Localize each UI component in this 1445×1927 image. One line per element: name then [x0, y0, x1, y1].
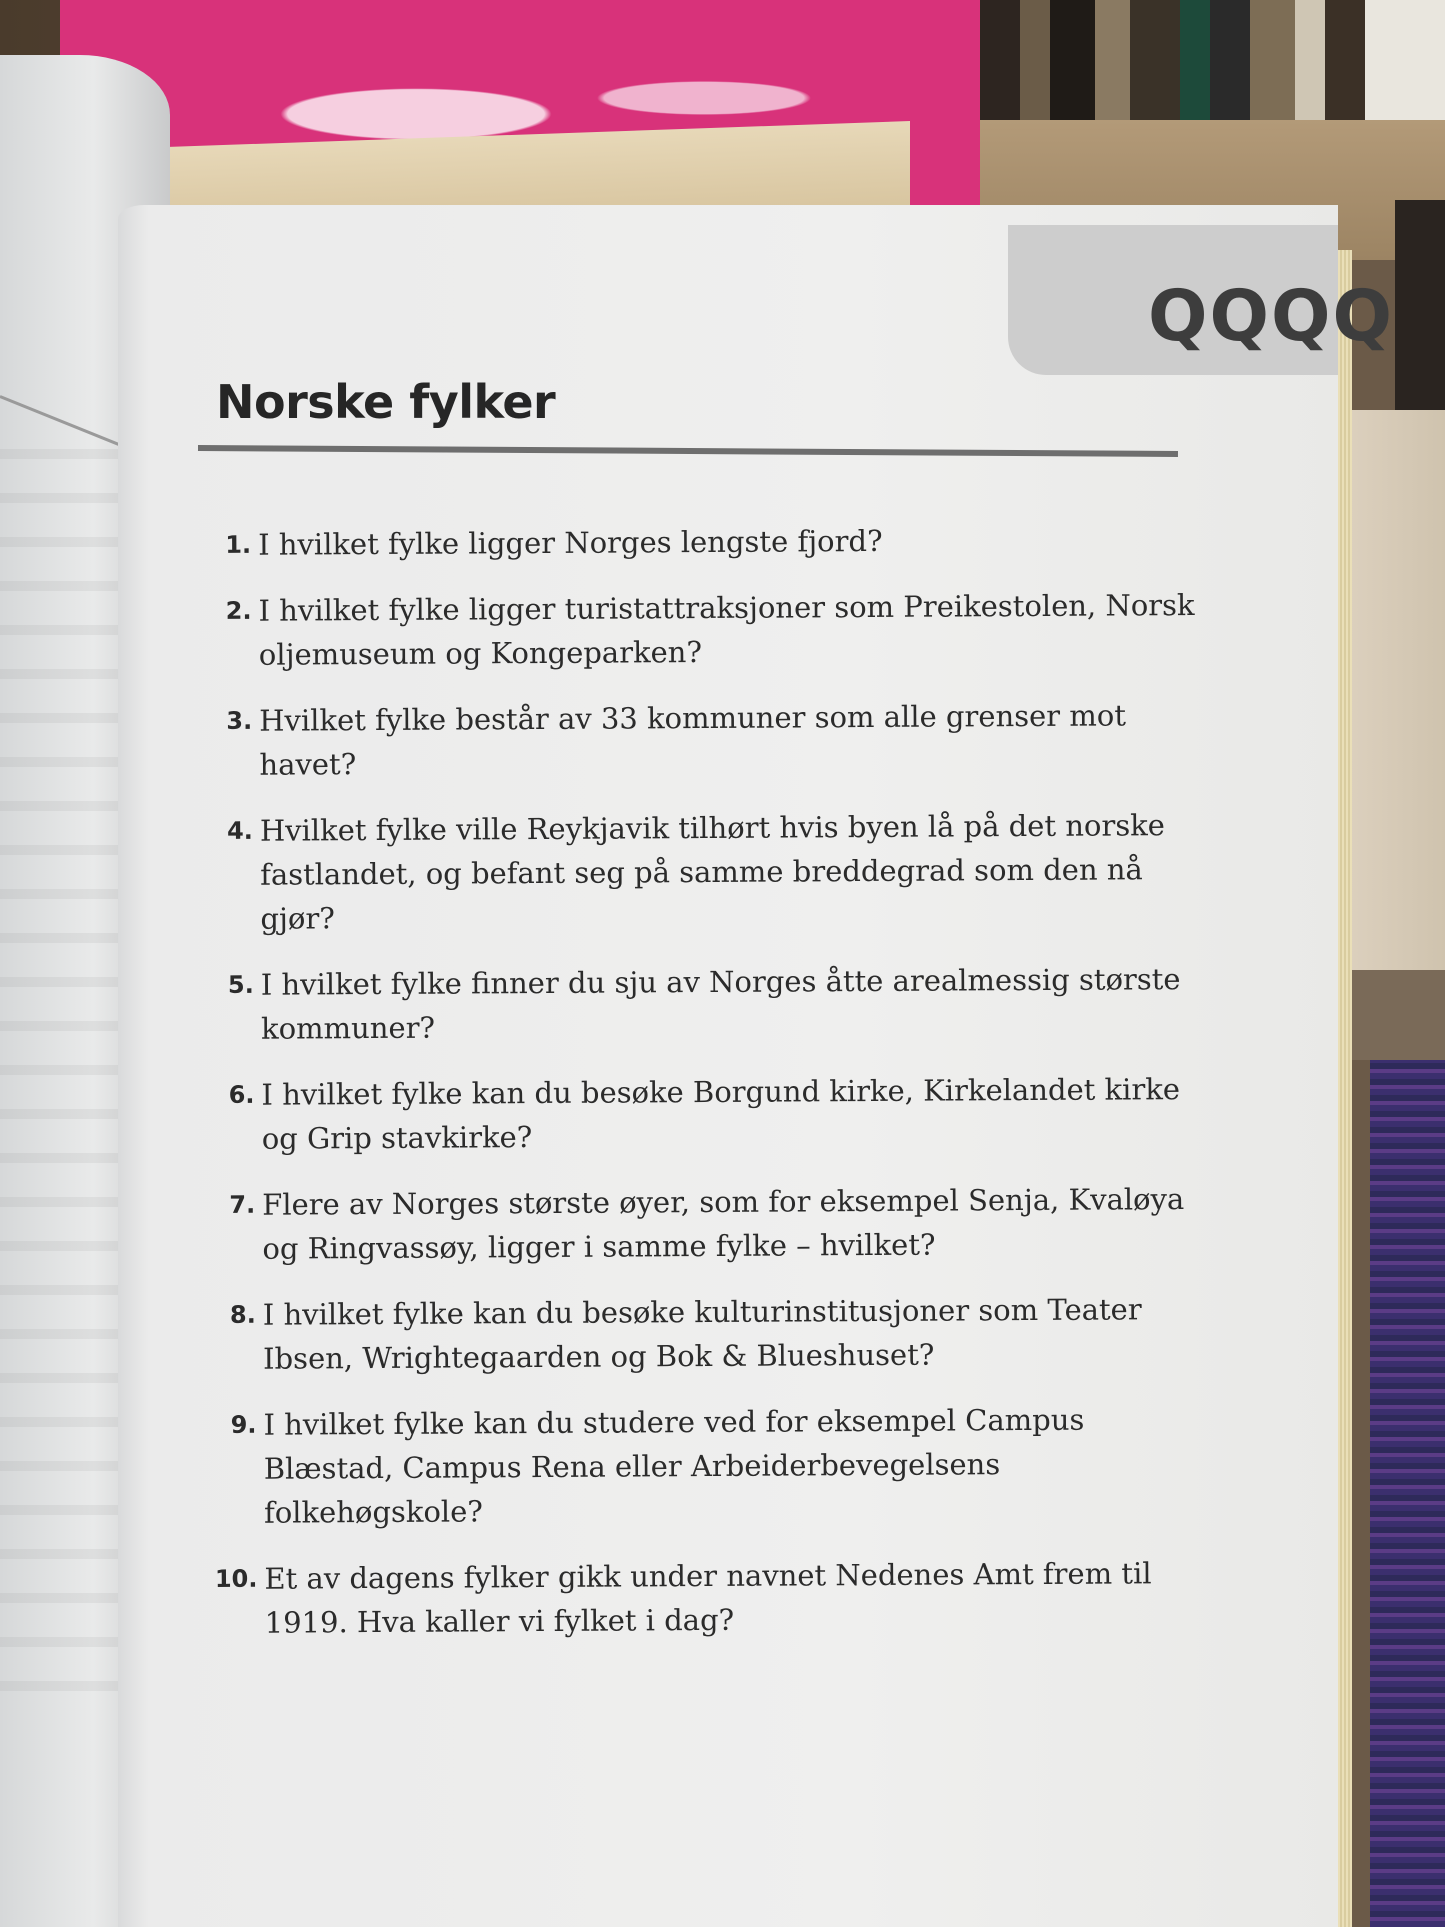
- question-text: I hvilket fylke finner du sju av Norges åtte arealmessig største kommuner?: [260, 962, 1181, 1046]
- question-item: [218, 1397, 1219, 1535]
- question-item: [217, 1177, 1218, 1271]
- question-item: [215, 803, 1216, 941]
- question-number: 7.: [229, 1190, 256, 1219]
- question-text: I hvilket fylke ligger Norges lengste fjord?: [258, 523, 883, 562]
- question-number: 2.: [225, 596, 252, 625]
- question-text: I hvilket fylke ligger turistattraksjoner som Preikestolen, Norsk oljemuseum og Kongeparken?: [258, 588, 1195, 672]
- question-number: 6.: [228, 1080, 255, 1109]
- dark-object: [1395, 200, 1445, 420]
- question-item: [214, 693, 1215, 787]
- wooden-plank: [1340, 410, 1445, 970]
- question-number: 4.: [226, 816, 253, 845]
- question-text: I hvilket fylke kan du besøke kulturinstitusjoner som Teater Ibsen, Wrightegaarden og Bok & Blueshuset?: [262, 1292, 1142, 1376]
- question-text: I hvilket fylke kan du studere ved for eksempel Campus Blæstad, Campus Rena eller Arbeiderbevegelsens folkehøgskole?: [263, 1402, 1085, 1530]
- question-number: 10.: [214, 1564, 258, 1594]
- difficulty-label: QQQQ: [1148, 275, 1395, 357]
- shelf-book-spines: [980, 0, 1445, 140]
- question-number: 3.: [226, 706, 253, 735]
- question-number: 8.: [229, 1300, 256, 1329]
- question-list: [213, 517, 1220, 1667]
- question-number: 1.: [225, 530, 252, 559]
- question-text: Hvilket fylke ville Reykjavik tilhørt hvis byen lå på det norske fastlandet, og befant seg på samme breddegrad som den nå gjør?: [259, 808, 1166, 936]
- question-number: 9.: [230, 1410, 257, 1439]
- title-underline: [198, 445, 1178, 457]
- question-text: Hvilket fylke består av 33 kommuner som alle grenser mot havet?: [259, 698, 1127, 782]
- question-item: [213, 583, 1214, 677]
- question-text: Flere av Norges største øyer, som for eksempel Senja, Kvaløya og Ringvassøy, ligger i samme fylke – hvilket?: [262, 1182, 1185, 1266]
- question-item: [216, 957, 1217, 1051]
- question-item: [214, 1551, 1220, 1645]
- purple-fabric: [1370, 1060, 1445, 1927]
- question-item: [213, 517, 1213, 567]
- right-book-page: [118, 205, 1395, 1927]
- question-item: [216, 1067, 1217, 1161]
- difficulty-tab: [1008, 225, 1395, 375]
- page-title: Norske fylker: [216, 375, 556, 429]
- question-text: Et av dagens fylker gikk under navnet Nedenes Amt frem til 1919. Hva kaller vi fylket i dag?: [264, 1556, 1152, 1640]
- question-number: 5.: [227, 970, 254, 999]
- question-item: [218, 1287, 1219, 1381]
- question-text: I hvilket fylke kan du besøke Borgund kirke, Kirkelandet kirke og Grip stavkirke?: [261, 1072, 1181, 1156]
